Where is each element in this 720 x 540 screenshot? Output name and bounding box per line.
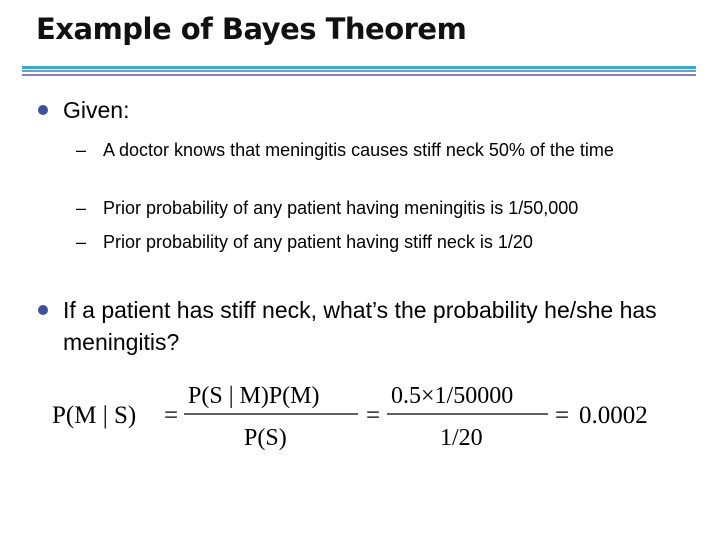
fact-text: Prior probability of any patient having meningitis is 1/50,000 bbox=[103, 198, 579, 218]
formula-equals: = bbox=[164, 402, 179, 429]
page-title: Example of Bayes Theorem bbox=[36, 12, 467, 46]
title-divider-bottom bbox=[22, 74, 696, 76]
fact-text: A doctor knows that meningitis causes stiff neck 50% of the time bbox=[103, 140, 614, 160]
formula-numerator: P(S | M)P(M) bbox=[188, 383, 320, 409]
bullet-icon bbox=[38, 305, 48, 315]
formula-lhs: P(M | S) bbox=[52, 402, 137, 429]
title-divider-middle bbox=[22, 70, 696, 72]
formula-result: 0.0002 bbox=[579, 402, 648, 429]
dash-icon: – bbox=[76, 140, 87, 160]
bullet-icon bbox=[38, 105, 48, 115]
fact-item bbox=[76, 138, 696, 162]
question-text: If a patient has stiff neck, what’s the probability he/she has meningitis? bbox=[63, 297, 657, 355]
given-label: Given: bbox=[63, 97, 130, 123]
fact-text: Prior probability of any patient having stiff neck is 1/20 bbox=[103, 232, 533, 252]
dash-icon: – bbox=[76, 232, 87, 252]
formula-denominator: 1/20 bbox=[440, 425, 483, 451]
formula-equals: = bbox=[555, 402, 570, 429]
formula-numerator: 0.5×1/50000 bbox=[391, 383, 514, 409]
title-divider-top bbox=[22, 66, 696, 69]
bayes-formula bbox=[52, 378, 672, 458]
fact-item bbox=[76, 196, 696, 220]
fact-item bbox=[76, 230, 696, 254]
formula-denominator: P(S) bbox=[244, 425, 287, 451]
dash-icon: – bbox=[76, 198, 87, 218]
formula-equals: = bbox=[366, 402, 381, 429]
